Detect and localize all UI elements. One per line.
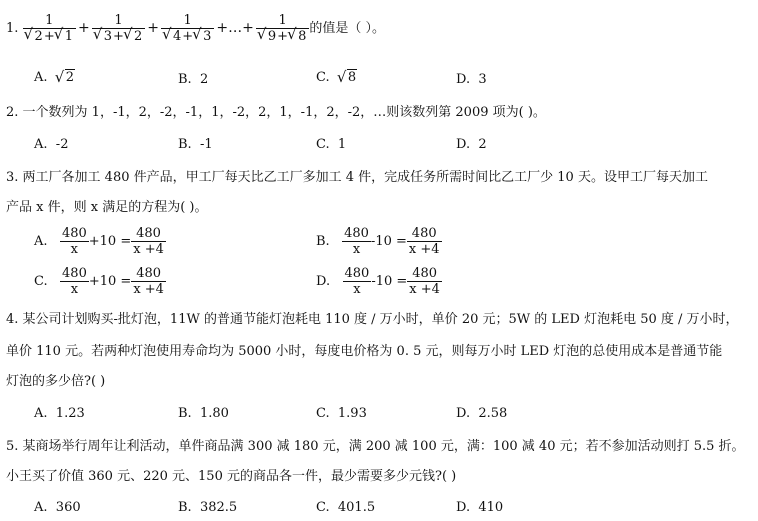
q1-option-a: A. √ 2 xyxy=(34,70,75,85)
q3-option-d: D. $\frac{480}{x}$ -10 = $\frac{480}{x +4}$ xyxy=(316,266,440,297)
q4-line-1: 4. 某公司计划购买-批灯泡，11W 的普通节能灯泡耗电 110 度 / 万小时，单价 20 元；5W 的 LED 灯泡耗电 50 度 / 万小时， xyxy=(6,312,739,327)
q3-line-1: 3. 两工厂各加工 480 件产品，甲工厂每天比乙工厂多加工 4 件，完成任务所需时间比乙工厂少 10 天。设甲工厂每天加工 xyxy=(6,170,708,185)
q3-option-c: C. $\frac{480}{x}$ +10 = $\frac{480}{x +4}$ xyxy=(34,266,164,297)
q2-text: 2. 一个数列为 1，-1，2，-2，-1，1，-2，2，1，-1，2，-2，…则该数列第 2009 项为( )。 xyxy=(6,105,546,120)
q1-suffix: 的值是（ ）。 xyxy=(309,21,385,36)
q1-option-c: C. √ 8 xyxy=(316,70,357,85)
q1-option-b: B. 2 xyxy=(178,72,209,87)
q2-option-d: D. 2 xyxy=(456,137,487,152)
q2-option-b: B. -1 xyxy=(178,137,213,152)
q5-option-b: B. 382.5 xyxy=(178,500,238,515)
q1-number: 1. xyxy=(6,21,19,36)
q5-option-c: C. 401.5 xyxy=(316,500,376,515)
q4-line-2: 单价 110 元。若两种灯泡使用寿命均为 5000 小时，每度电价格为 0. 5 元，则每万小时 LED 灯泡的总使用成本是普通节能 xyxy=(6,344,723,359)
q5-option-d: D. 410 xyxy=(456,500,504,515)
q4-option-a: A. 1.23 xyxy=(34,406,85,421)
q1-fraction-3: 1 √ 4+√ 3 xyxy=(161,13,214,44)
q3-option-b: B. $\frac{480}{x}$ -10 = $\frac{480}{x +4}$ xyxy=(316,226,440,257)
q4-option-c: C. 1.93 xyxy=(316,406,367,421)
q5-line-1: 5. 某商场举行周年让利活动，单件商品满 300 减 180 元，满 200 减 100 元，满：100 减 40 元；若不参加活动则打 5.5 折。 xyxy=(6,439,745,454)
q3-line-2: 产品 x 件，则 x 满足的方程为( )。 xyxy=(6,200,208,215)
q1-fraction-4: 1 √ 9+√ 8 xyxy=(256,13,309,44)
q5-line-2: 小王买了价值 360 元、220 元、150 元的商品各一件，最少需要多少元钱?( ) xyxy=(6,469,457,484)
q1-fraction-2: 1 √ 3+√ 2 xyxy=(92,13,145,44)
q4-option-b: B. 1.80 xyxy=(178,406,229,421)
q2-option-a: A. -2 xyxy=(34,137,69,152)
q5-option-a: A. 360 xyxy=(34,500,81,515)
q3-option-a: A. $\frac{480}{x}$ +10 = $\frac{480}{x +4}$ xyxy=(34,226,164,257)
q1-line: 1. 1 √ 2+√ 1 + 1 √ 3+√ 2 + 1 √ 4+√ 3 +…+ 1 √ 9+√ 8 的值是（ ）。 xyxy=(6,8,385,49)
q4-option-d: D. 2.58 xyxy=(456,406,508,421)
q1-fraction-1: 1 √ 2+√ 1 xyxy=(23,13,76,44)
q4-line-3: 灯泡的多少倍?( ) xyxy=(6,374,106,389)
q1-option-d: D. 3 xyxy=(456,72,487,87)
q2-option-c: C. 1 xyxy=(316,137,347,152)
